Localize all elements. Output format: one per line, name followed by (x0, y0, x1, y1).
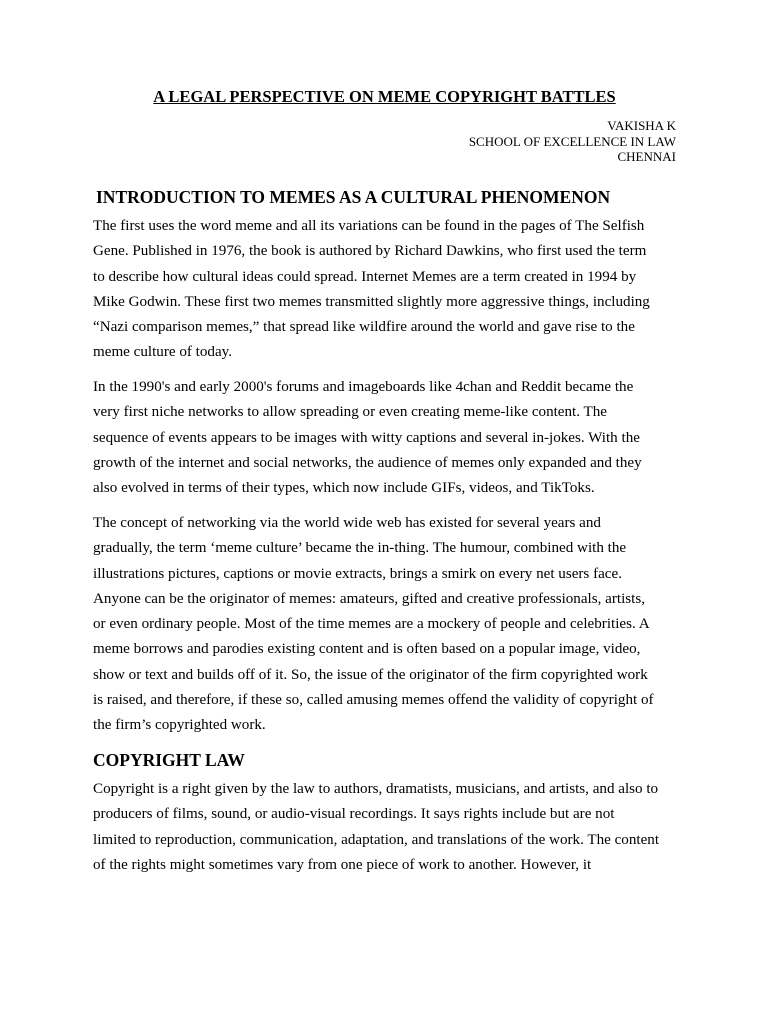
text-line: Copyright is a right given by the law to authors, dramatists, musicians, and artists, and also to (93, 781, 659, 797)
text-line: producers of films, sound, or audio-visual recordings. It says rights include but are not (93, 806, 615, 823)
paragraph-intro-3 (93, 511, 676, 739)
text-line: limited to reproduction, communication, adaptation, and translations of the work. The content (93, 831, 660, 848)
text-line: is raised, and therefore, if these so, called amusing memes offend the validity of copyright of (93, 692, 654, 709)
text-line: illustrations pictures, captions or movie extracts, brings a smirk on every net users face. (93, 565, 622, 582)
author-city: CHENNAI (617, 149, 676, 164)
paragraph-intro-2 (93, 375, 676, 501)
text-line: very first niche networks to allow spreading or even creating meme-like content. The (93, 404, 607, 421)
text-line: Anyone can be the originator of memes: amateurs, gifted and creative professionals, artists, (93, 590, 645, 607)
text-line: gradually, the term ‘meme culture’ became the in-thing. The humour, combined with the (93, 540, 627, 557)
text-line: The first uses the word meme and all its variations can be found in the pages of The Selfish (93, 218, 645, 234)
text-line: Gene. Published in 1976, the book is authored by Richard Dawkins, who first used the term (93, 243, 647, 260)
text-line: Mike Godwin. These first two memes transmitted slightly more aggressive things, including (93, 293, 650, 310)
text-line: of the rights might sometimes vary from one piece of work to another. However, it (93, 856, 592, 873)
text-line: also evolved in terms of their types, which now include GIFs, videos, and TikToks. (93, 480, 595, 497)
author-institution: SCHOOL OF EXCELLENCE IN LAW (468, 133, 676, 149)
paragraph-copyright-1 (93, 777, 676, 878)
text-line: meme borrows and parodies existing content and is often based on a popular image, video, (93, 641, 641, 658)
paragraph-intro-1 (93, 214, 676, 366)
author-block (469, 118, 676, 165)
section-heading-copyright-law: COPYRIGHT LAW (93, 750, 245, 770)
text-line: growth of the internet and social networks, the audience of memes only expanded and they (93, 454, 642, 471)
text-line: to describe how cultural ideas could spread. Internet Memes are a term created in 1994 by (93, 268, 637, 285)
text-line: show or text and builds off of it. So, the issue of the originator of the firm copyrighted work (93, 666, 648, 683)
text-line: The concept of networking via the world wide web has existed for several years and (93, 515, 601, 531)
text-line: meme culture of today. (93, 344, 233, 361)
author-name: VAKISHA K (607, 118, 676, 133)
text-line: In the 1990's and early 2000's forums and imageboards like 4chan and Reddit became the (93, 379, 634, 395)
text-line: the firm’s copyrighted work. (93, 717, 266, 734)
text-line: “Nazi comparison memes,” that spread like wildfire around the world and gave rise to the (93, 319, 635, 336)
document-title: A LEGAL PERSPECTIVE ON MEME COPYRIGHT BATTLES (153, 87, 616, 106)
section-heading-introduction: INTRODUCTION TO MEMES AS A CULTURAL PHENOMENON (96, 187, 611, 207)
text-line: or even ordinary people. Most of the time memes are a mockery of people and celebrities. A (93, 616, 650, 633)
text-line: sequence of events appears to be images with witty captions and several in-jokes. With the (93, 429, 640, 446)
